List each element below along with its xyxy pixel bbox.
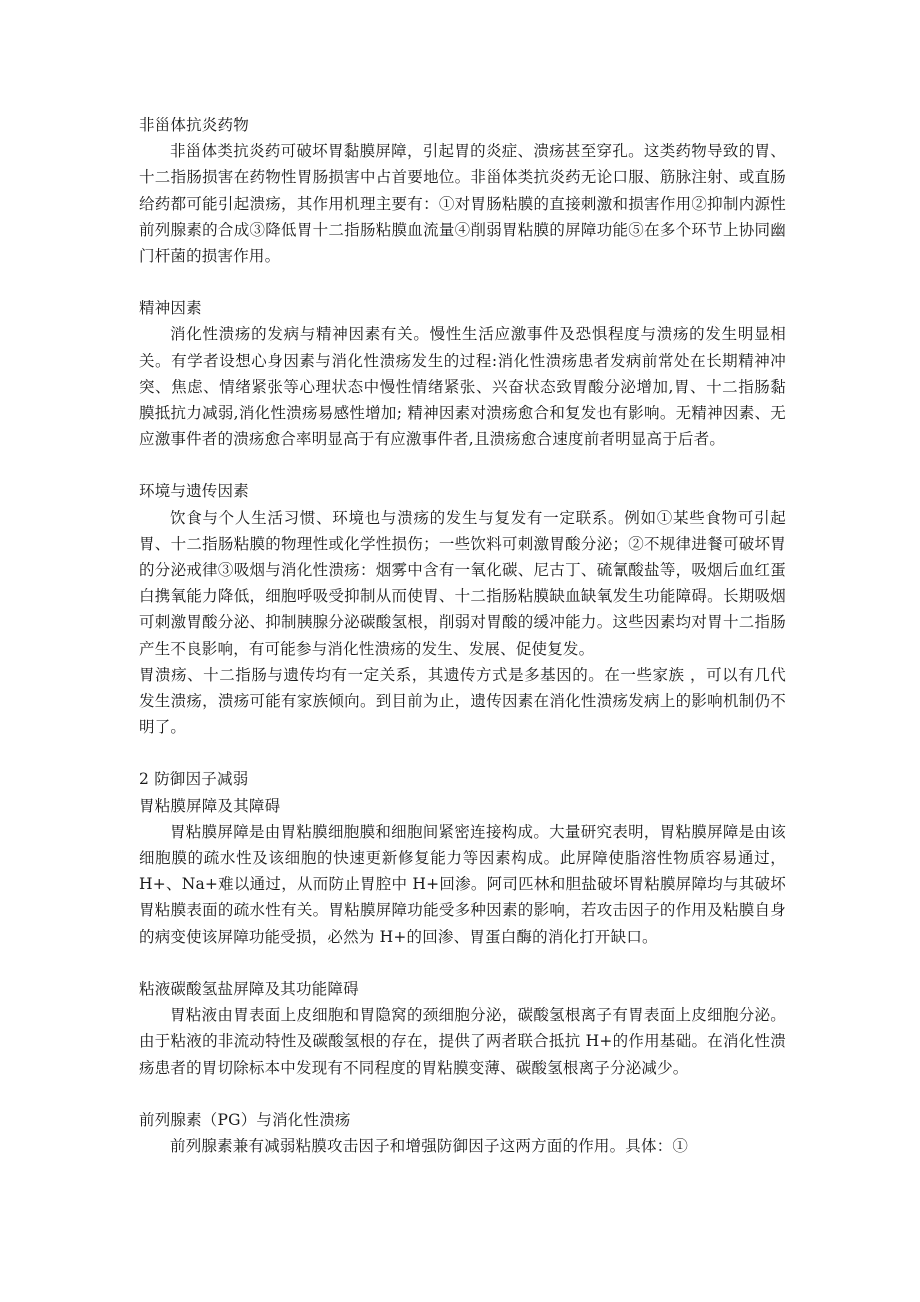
paragraph-genetics: 胃溃疡、十二指肠与遗传均有一定关系，其遗传方式是多基因的。在一些家族 ，可以有几代发生溃疡，溃疡可能有家族倾向。到目前为止，遗传因素在消化性溃疡发病上的影响机制仍不明了。 bbox=[139, 665, 786, 737]
document-page bbox=[139, 112, 786, 1159]
spacer bbox=[139, 1081, 786, 1107]
section-heading-defense: 2 防御因子减弱 bbox=[139, 770, 249, 789]
paragraph-mucosal-barrier: 胃粘膜屏障是由胃粘膜细胞膜和细胞间紧密连接构成。大量研究表明，胃粘膜屏障是由该细胞膜的疏水性及该细胞的快速更新修复能力等因素构成。此屏障使脂溶性物质容易通过，H+、Na+难以通过，从而防止胃腔中 H+回渗。阿司匹林和胆盐破坏胃粘膜屏障均与其破坏胃粘膜表面的疏水性有关。胃粘膜屏障功能受多种因素的影响，若攻击因子的作用及粘膜自身的病变使该屏障功能受损，必然为 H+的回渗、胃蛋白酶的消化打开缺口。 bbox=[139, 822, 786, 946]
section-heading-environment: 环境与遗传因素 bbox=[139, 482, 249, 501]
section-heading-mental: 精神因素 bbox=[139, 299, 202, 318]
subsection-heading-mucosal-barrier: 胃粘膜屏障及其障碍 bbox=[139, 796, 281, 815]
section-heading-nsaid: 非甾体抗炎药物 bbox=[139, 116, 249, 134]
spacer bbox=[139, 269, 786, 295]
paragraph-mucus-bicarbonate: 胃粘液由胃表面上皮细胞和胃隐窝的颈细胞分泌，碳酸氢根离子有胃表面上皮细胞分泌。由于粘液的非流动特性及碳酸氢根的存在，提供了两者联合抵抗 H+的作用基础。在消化性溃疡患者的胃切除标本中发现有不同程度的胃粘膜变薄、碳酸氢根离子分泌减少。 bbox=[139, 1006, 786, 1077]
spacer bbox=[139, 950, 786, 976]
paragraph-nsaid: 非甾体类抗炎药可破坏胃黏膜屏障，引起胃的炎症、溃疡甚至穿孔。这类药物导致的胃、十二指肠损害在药物性胃肠损害中占首要地位。非甾体类抗炎药无论口服、筋脉注射、或直肠给药都可能引起溃疡，其作用机理主要有：①对胃肠粘膜的直接刺激和损害作用②抑制内源性前列腺素的合成③降低胃十二指肠粘膜血流量④削弱胃粘膜的屏障功能⑤在多个环节上协同幽门杆菌的损害作用。 bbox=[139, 142, 786, 266]
section-heading-mucus-bicarbonate: 粘液碳酸氢盐屏障及其功能障碍 bbox=[139, 979, 359, 998]
paragraph-mental: 消化性溃疡的发病与精神因素有关。慢性生活应激事件及恐惧程度与溃疡的发生明显相关。有学者设想心身因素与消化性溃疡发生的过程:消化性溃疡患者发病前常处在长期精神冲突、焦虑、情绪紧张等心理状态中慢性情绪紧张、兴奋状态致胃酸分泌增加,胃、十二指肠黏膜抵抗力减弱,消化性溃疡易感性增加; 精神因素对溃疡愈合和复发也有影响。无精神因素、无应激事件者的溃疡愈合率明显高于有应激事件者,且溃疡愈合速度前者明显高于后者。 bbox=[139, 325, 786, 449]
paragraph-environment: 饮食与个人生活习惯、环境也与溃疡的发生与复发有一定联系。例如①某些食物可引起胃、十二指肠粘膜的物理性或化学性损伤；一些饮料可刺激胃酸分泌；②不规律进餐可破坏胃的分泌戒律③吸烟与消化性溃疡：烟雾中含有一氧化碳、尼古丁、硫氰酸盐等，吸烟后血红蛋白携氧能力降低，细胞呼吸受抑制从而使胃、十二指肠粘膜缺血缺氧发生功能障碍。长期吸烟可刺激胃酸分泌、抑制胰腺分泌碳酸氢根，削弱对胃酸的缓冲能力。这些因素均对胃十二指肠产生不良影响，有可能参与消化性溃疡的发生、发展、促使复发。 bbox=[139, 508, 786, 658]
spacer bbox=[139, 452, 786, 478]
section-heading-prostaglandin: 前列腺素（PG）与消化性溃疡 bbox=[139, 1110, 351, 1129]
paragraph-prostaglandin: 前列腺素兼有减弱粘膜攻击因子和增强防御因子这两方面的作用。具体：① bbox=[170, 1136, 689, 1155]
spacer bbox=[139, 740, 786, 766]
